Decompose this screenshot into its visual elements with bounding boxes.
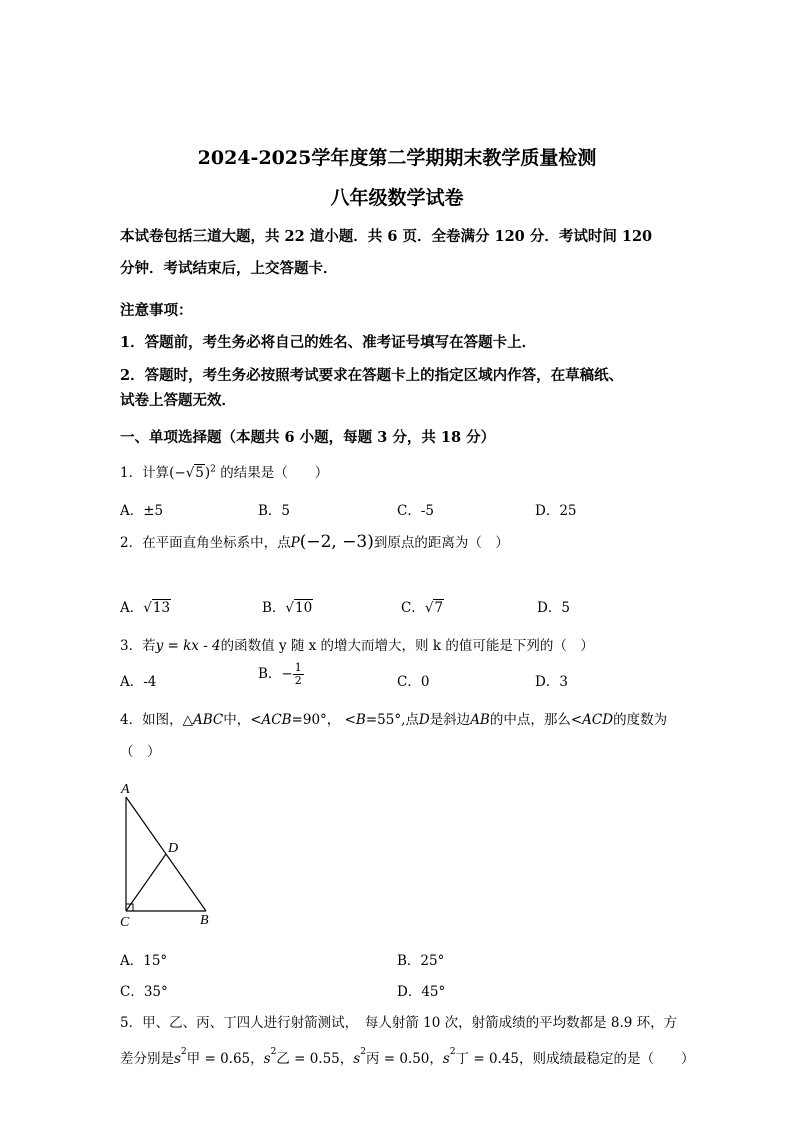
q2-option-c-radicand: 7	[434, 600, 444, 616]
q4-option-a: A．15°	[120, 953, 168, 969]
variance-s: s	[442, 1051, 450, 1067]
q1-option-d: D．25	[535, 503, 577, 519]
q4-eq-1: =90°，	[291, 712, 341, 728]
q4-mid-1: 中，	[223, 712, 251, 728]
q2-option-b-radicand: 10	[295, 600, 313, 616]
q5-bing: 丙	[365, 1051, 380, 1067]
q1-expr-open: (−	[169, 465, 186, 481]
q5-prefix: 差分别是	[120, 1051, 174, 1067]
q5-yi: 乙	[276, 1051, 290, 1067]
q1-option-a: A．±5	[120, 503, 164, 519]
q3-suffix: 的函数值 y 随 x 的增大而增大，则 k 的值可能是下列的（ ）	[220, 638, 594, 654]
q4-point-d: D	[418, 712, 430, 728]
fraction-numerator: 1	[294, 661, 302, 674]
q4-mid-3: 的中点，那么	[489, 712, 571, 728]
q3-option-c: C．0	[397, 674, 430, 690]
q4-eq-2: =55°,点	[365, 712, 419, 728]
square-exponent: 2	[449, 1047, 456, 1057]
q5-yi-value: = 0.55，	[289, 1051, 354, 1067]
notes-item-2-line-1: 2．答题时，考生务必按照考试要求在答题卡上的指定区域内作答，在草稿纸、	[120, 367, 624, 384]
q2-option-a	[120, 596, 171, 616]
q1-expr-close: )	[204, 465, 211, 481]
q1-prefix: 1．计算	[120, 465, 170, 481]
question-5-line-2	[120, 1047, 695, 1067]
q4-segment-ab: AB	[470, 712, 490, 728]
q1-radicand: 5	[195, 465, 204, 481]
variance-s: s	[263, 1051, 271, 1067]
question-2	[120, 531, 509, 552]
q4-angle-acb: <ACB	[250, 712, 292, 728]
variance-s: s	[174, 1051, 181, 1067]
sqrt-symbol: √	[143, 600, 152, 616]
q3-option-b-sign: −	[281, 666, 293, 682]
exam-title: 2024-2025学年度第二学期期末教学质量检测	[197, 147, 597, 169]
intro-line-1: 本试卷包括三道大题，共 22 道小题．共 6 页．全卷满分 120 分．考试时间 120	[120, 228, 653, 245]
q5-jia-value: = 0.65，	[200, 1051, 264, 1067]
q3-option-b-label: B．	[258, 666, 282, 682]
square-exponent: 2	[180, 1047, 187, 1057]
sqrt-symbol: √	[185, 465, 195, 481]
q3-option-d: D．3	[535, 674, 568, 690]
question-4-line-1	[120, 708, 667, 728]
q1-suffix: 的结果是（ ）	[220, 465, 329, 481]
q2-suffix: 到原点的距离为（ ）	[373, 535, 509, 551]
label-a: A	[121, 782, 130, 797]
q4-triangle: △ABC	[182, 712, 224, 728]
sqrt-symbol: √	[424, 600, 434, 616]
q5-jia: 甲	[186, 1051, 201, 1067]
q4-suffix: 的度数为	[613, 712, 668, 728]
q4-option-c: C．35°	[120, 984, 168, 1000]
notes-item-1: 1．答题前，考生务必将自己的姓名、准考证号填写在答题卡上．	[120, 334, 537, 351]
question-3	[120, 634, 594, 654]
q4-prefix: 4．如图，	[120, 712, 183, 728]
q1-option-c: C．-5	[397, 503, 434, 519]
q4-angle-acd: <ACD	[570, 712, 614, 728]
q1-power: 2	[210, 464, 216, 475]
q2-option-d: D．5	[537, 600, 570, 616]
q3-option-a: A．-4	[120, 674, 157, 690]
q2-option-b	[262, 596, 313, 616]
notes-item-2-line-2: 试卷上答题无效．	[120, 392, 236, 409]
question-1	[120, 461, 328, 481]
q4-angle-b: <B	[344, 712, 366, 728]
q4-mid-2: 是斜边	[429, 712, 471, 728]
q3-expr: y = kx - 4	[155, 638, 221, 654]
q5-ding: 丁	[455, 1051, 470, 1067]
question-4-line-2: （ ）	[120, 744, 161, 760]
q2-option-a-label: A．	[120, 600, 144, 616]
variance-s: s	[353, 1051, 361, 1067]
exam-subtitle: 八年级数学试卷	[330, 187, 464, 209]
q3-option-b-fraction	[293, 662, 304, 687]
square-exponent: 2	[360, 1047, 366, 1057]
q2-option-c-label: C．	[401, 600, 425, 616]
notes-heading: 注意事项：	[120, 302, 193, 319]
q4-triangle-figure	[112, 778, 222, 928]
q2-point: P	[290, 535, 300, 551]
q5-ding-value: = 0.45，则成绩最稳定的是（ ）	[469, 1051, 695, 1067]
label-d: D	[168, 841, 179, 856]
section-1-heading: 一、单项选择题（本题共 6 小题，每题 3 分，共 18 分）	[120, 429, 496, 446]
label-b: B	[200, 913, 209, 928]
fraction-denominator: 2	[294, 674, 302, 687]
q3-prefix: 3．若	[120, 638, 156, 654]
q2-option-b-label: B．	[262, 600, 286, 616]
square-exponent: 2	[270, 1047, 277, 1057]
q2-coords: (−2, −3)	[299, 532, 374, 552]
q3-option-b	[258, 662, 304, 687]
q4-option-d: D．45°	[397, 984, 446, 1000]
question-5-line-1: 5．甲、乙、丙、丁四人进行射箭测试， 每人射箭 10 次，射箭成绩的平均数都是 8.9 环，方	[120, 1015, 678, 1031]
intro-line-2: 分钟．考试结束后，上交答题卡．	[120, 260, 338, 277]
q2-option-c	[401, 596, 444, 616]
q2-option-a-radicand: 13	[152, 600, 171, 616]
q5-bing-value: = 0.50，	[379, 1051, 443, 1067]
segment-cd	[126, 854, 166, 911]
q4-option-b: B．25°	[397, 953, 445, 969]
q2-prefix: 2．在平面直角坐标系中，点	[120, 535, 291, 551]
label-c: C	[120, 915, 130, 928]
sqrt-symbol: √	[285, 600, 295, 616]
q1-option-b: B．5	[258, 503, 291, 519]
